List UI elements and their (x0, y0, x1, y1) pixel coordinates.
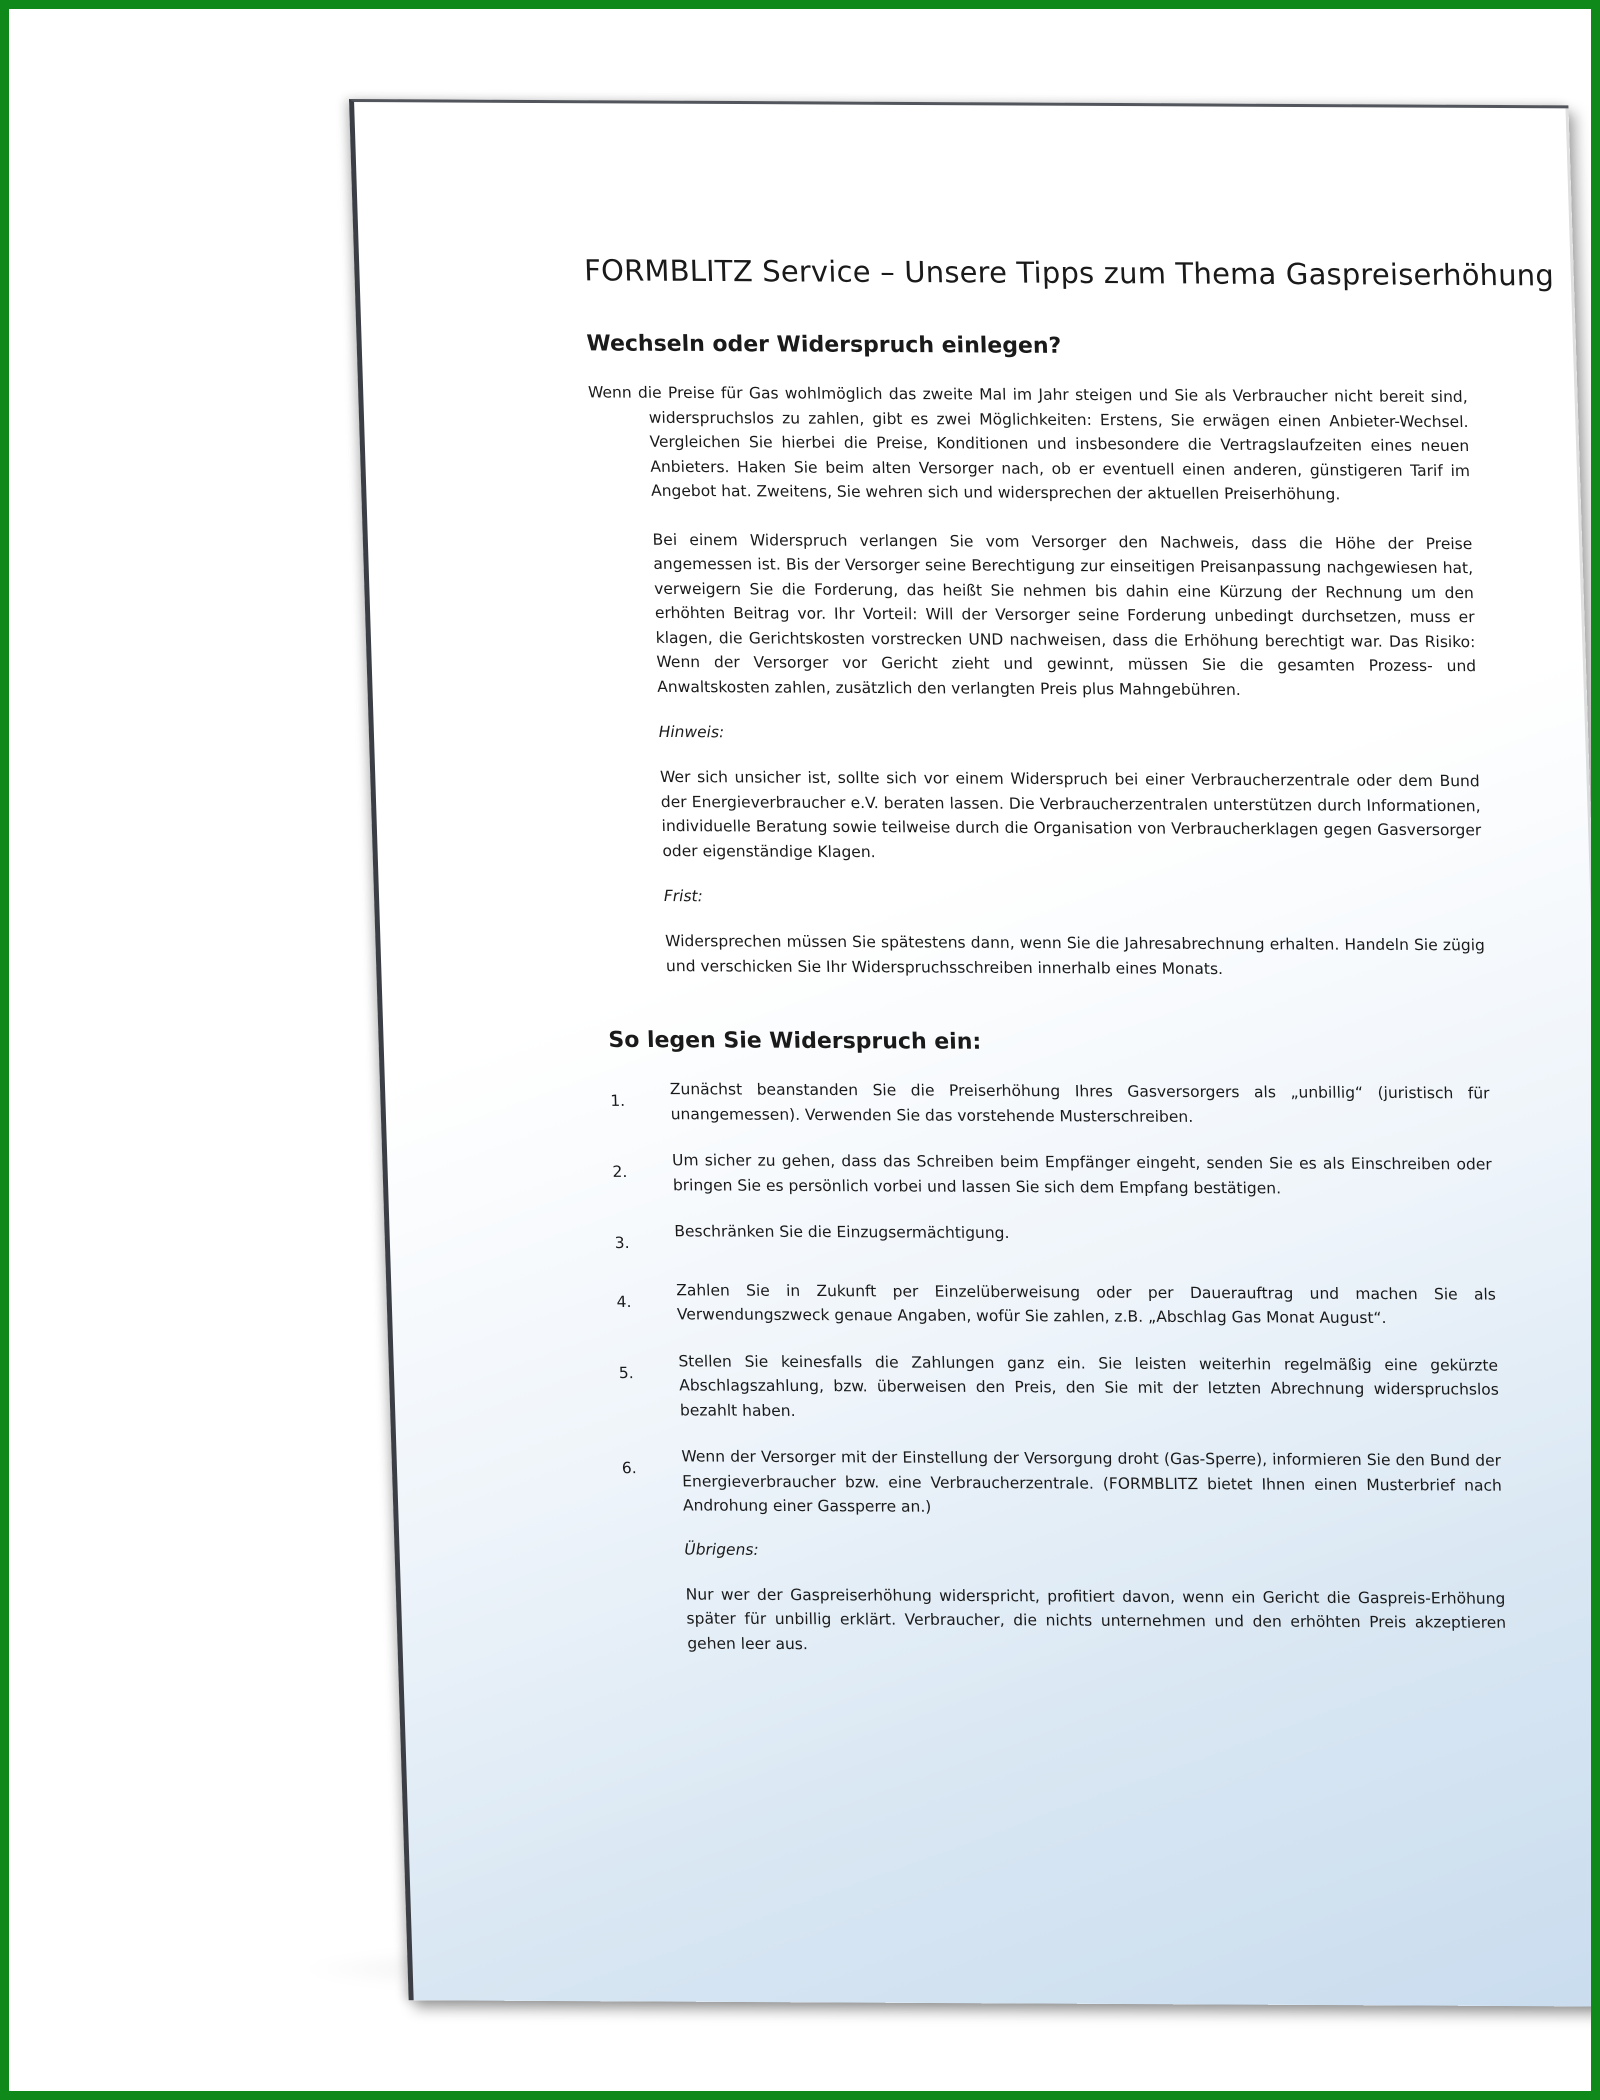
paragraph-hinweis: Wer sich unsicher ist, sollte sich vor einem Widerspruch bei einer Verbraucherzentrale oder dem Bund der Energieverbraucher e.V. beraten lassen. Die Verbraucherzentralen unterstützen durch Informationen, individuelle Beratung sowie teilweise durch die Organisation von Verbraucherklagen gegen Gasversorger oder eigenständige Klagen. (659, 767, 1482, 861)
list-item-number: 3. (614, 1233, 630, 1253)
section-heading-widerspruch-einlegen: So legen Sie Widerspruch ein: (608, 1027, 982, 1055)
document-title: FORMBLITZ Service – Unsere Tipps zum Thema Gaspreiserhöhung (583, 253, 1555, 293)
list-item-text: Beschränken Sie die Einzugsermächtigung. (674, 1222, 1010, 1243)
document-page (349, 99, 1600, 2007)
list-item-number: 4. (616, 1292, 632, 1311)
label-hinweis: Hinweis: (658, 722, 725, 742)
list-item-number: 5. (618, 1363, 634, 1382)
list-item-text: Stellen Sie keinesfalls die Zahlungen ganz ein. Sie leisten weiterhin regelmäßig eine gekürzte Abschlagszahlung, bzw. überweisen den Preis, den Sie mit der letzten Abrechnung widerspruchslos bezahlt haben. (678, 1351, 1500, 1420)
label-frist: Frist: (663, 887, 704, 906)
list-item (610, 1077, 1491, 1131)
list-item (614, 1219, 1495, 1260)
list-item (618, 1349, 1500, 1427)
list-item-text: Zunächst beanstanden Sie die Preiserhöhung Ihres Gasversorgers als „unbillig“ (juristisch für unangemessen). Verwenden Sie das vorstehende Musterschreiben. (669, 1080, 1490, 1126)
list-item-text: Zahlen Sie in Zukunft per Einzelüberweisung oder per Dauerauftrag und machen Sie als Verwendungszweck genaue Angaben, wofür Sie zahlen, z.B. „Abschlag Gas Monat August“. (675, 1280, 1497, 1328)
list-item (621, 1444, 1503, 1522)
paragraph-intro: Wenn die Preise für Gas wohlmöglich das zweite Mal im Jahr steigen und Sie als Verbraucher nicht bereit sind, widerspruchslos zu zahlen, gibt es zwei Möglichkeiten: Erstens, Sie erwägen einen Anbieter-Wechsel. Vergleichen Sie hierbei die Preise, Konditionen und insbesondere die Vertragslaufzeiten eines neuen Anbieters. Haken Sie beim alten Versorger nach, ob er eventuell einen anderen, günstigeren Tarif im Angebot hat. Zweitens, Sie wehren sich und widersprechen der aktuellen Preiserhöhung. (587, 383, 1471, 504)
section-heading-wechseln: Wechseln oder Widerspruch einlegen? (586, 331, 1062, 359)
list-item (612, 1148, 1493, 1202)
list-item-number: 2. (612, 1162, 628, 1181)
list-item-text: Um sicher zu gehen, dass das Schreiben beim Empfänger eingeht, senden Sie es als Einschreiben oder bringen Sie es persönlich vorbei und lassen Sie sich dem Empfang bestätigen. (671, 1151, 1492, 1197)
document-content (583, 253, 1555, 1684)
paragraph-frist: Widersprechen müssen Sie spätestens dann, wenn Sie die Jahresabrechnung erhalten. Handeln Sie zügig und verschicken Sie Ihr Widerspruchsschreiben innerhalb eines Monats. (664, 932, 1486, 978)
steps-list (610, 1077, 1503, 1522)
list-item-number: 6. (621, 1459, 637, 1478)
list-item (616, 1277, 1497, 1331)
list-item-number: 1. (610, 1091, 626, 1110)
label-uebrigens: Übrigens: (684, 1539, 759, 1559)
paragraph-widerspruch: Bei einem Widerspruch verlangen Sie vom Versorger den Nachweis, dass die Höhe der Preise angemessen ist. Bis der Versorger seine Berechtigung zur einseitigen Preisanpassung nachgewiesen hat, verweigern Sie die Forderung, das heißt Sie nehmen bis dahin eine Kürzung der Rechnung um den erhöhten Beitrag vor. Ihr Vorteil: Will der Versorger seine Forderung unbedingt durchsetzen, muss er klagen, die Gerichtskosten vorstrecken UND nachweisen, dass die Erhöhung berechtigt war. Das Risiko: Wenn der Versorger vor Gericht zieht und gewinnt, müssen Sie die gesamten Prozess- und Anwaltskosten zahlen, zusätzlich den verlangten Preis plus Mahngebühren. (652, 530, 1477, 699)
paragraph-uebrigens: Nur wer der Gaspreiserhöhung widerspricht, profitiert davon, wenn ein Gericht die Gaspreis-Erhöhung später für unbillig erklärt. Verbraucher, die nichts unternehmen und den erhöhten Preis akzeptieren gehen leer aus. (685, 1584, 1507, 1653)
list-item-text: Wenn der Versorger mit der Einstellung der Versorgung droht (Gas-Sperre), informieren Sie den Bund der Energieverbraucher bzw. eine Verbraucherzentrale. (FORMBLITZ bietet Ihnen einen Musterbrief nach Androhung einer Gassperre an.) (681, 1447, 1503, 1516)
